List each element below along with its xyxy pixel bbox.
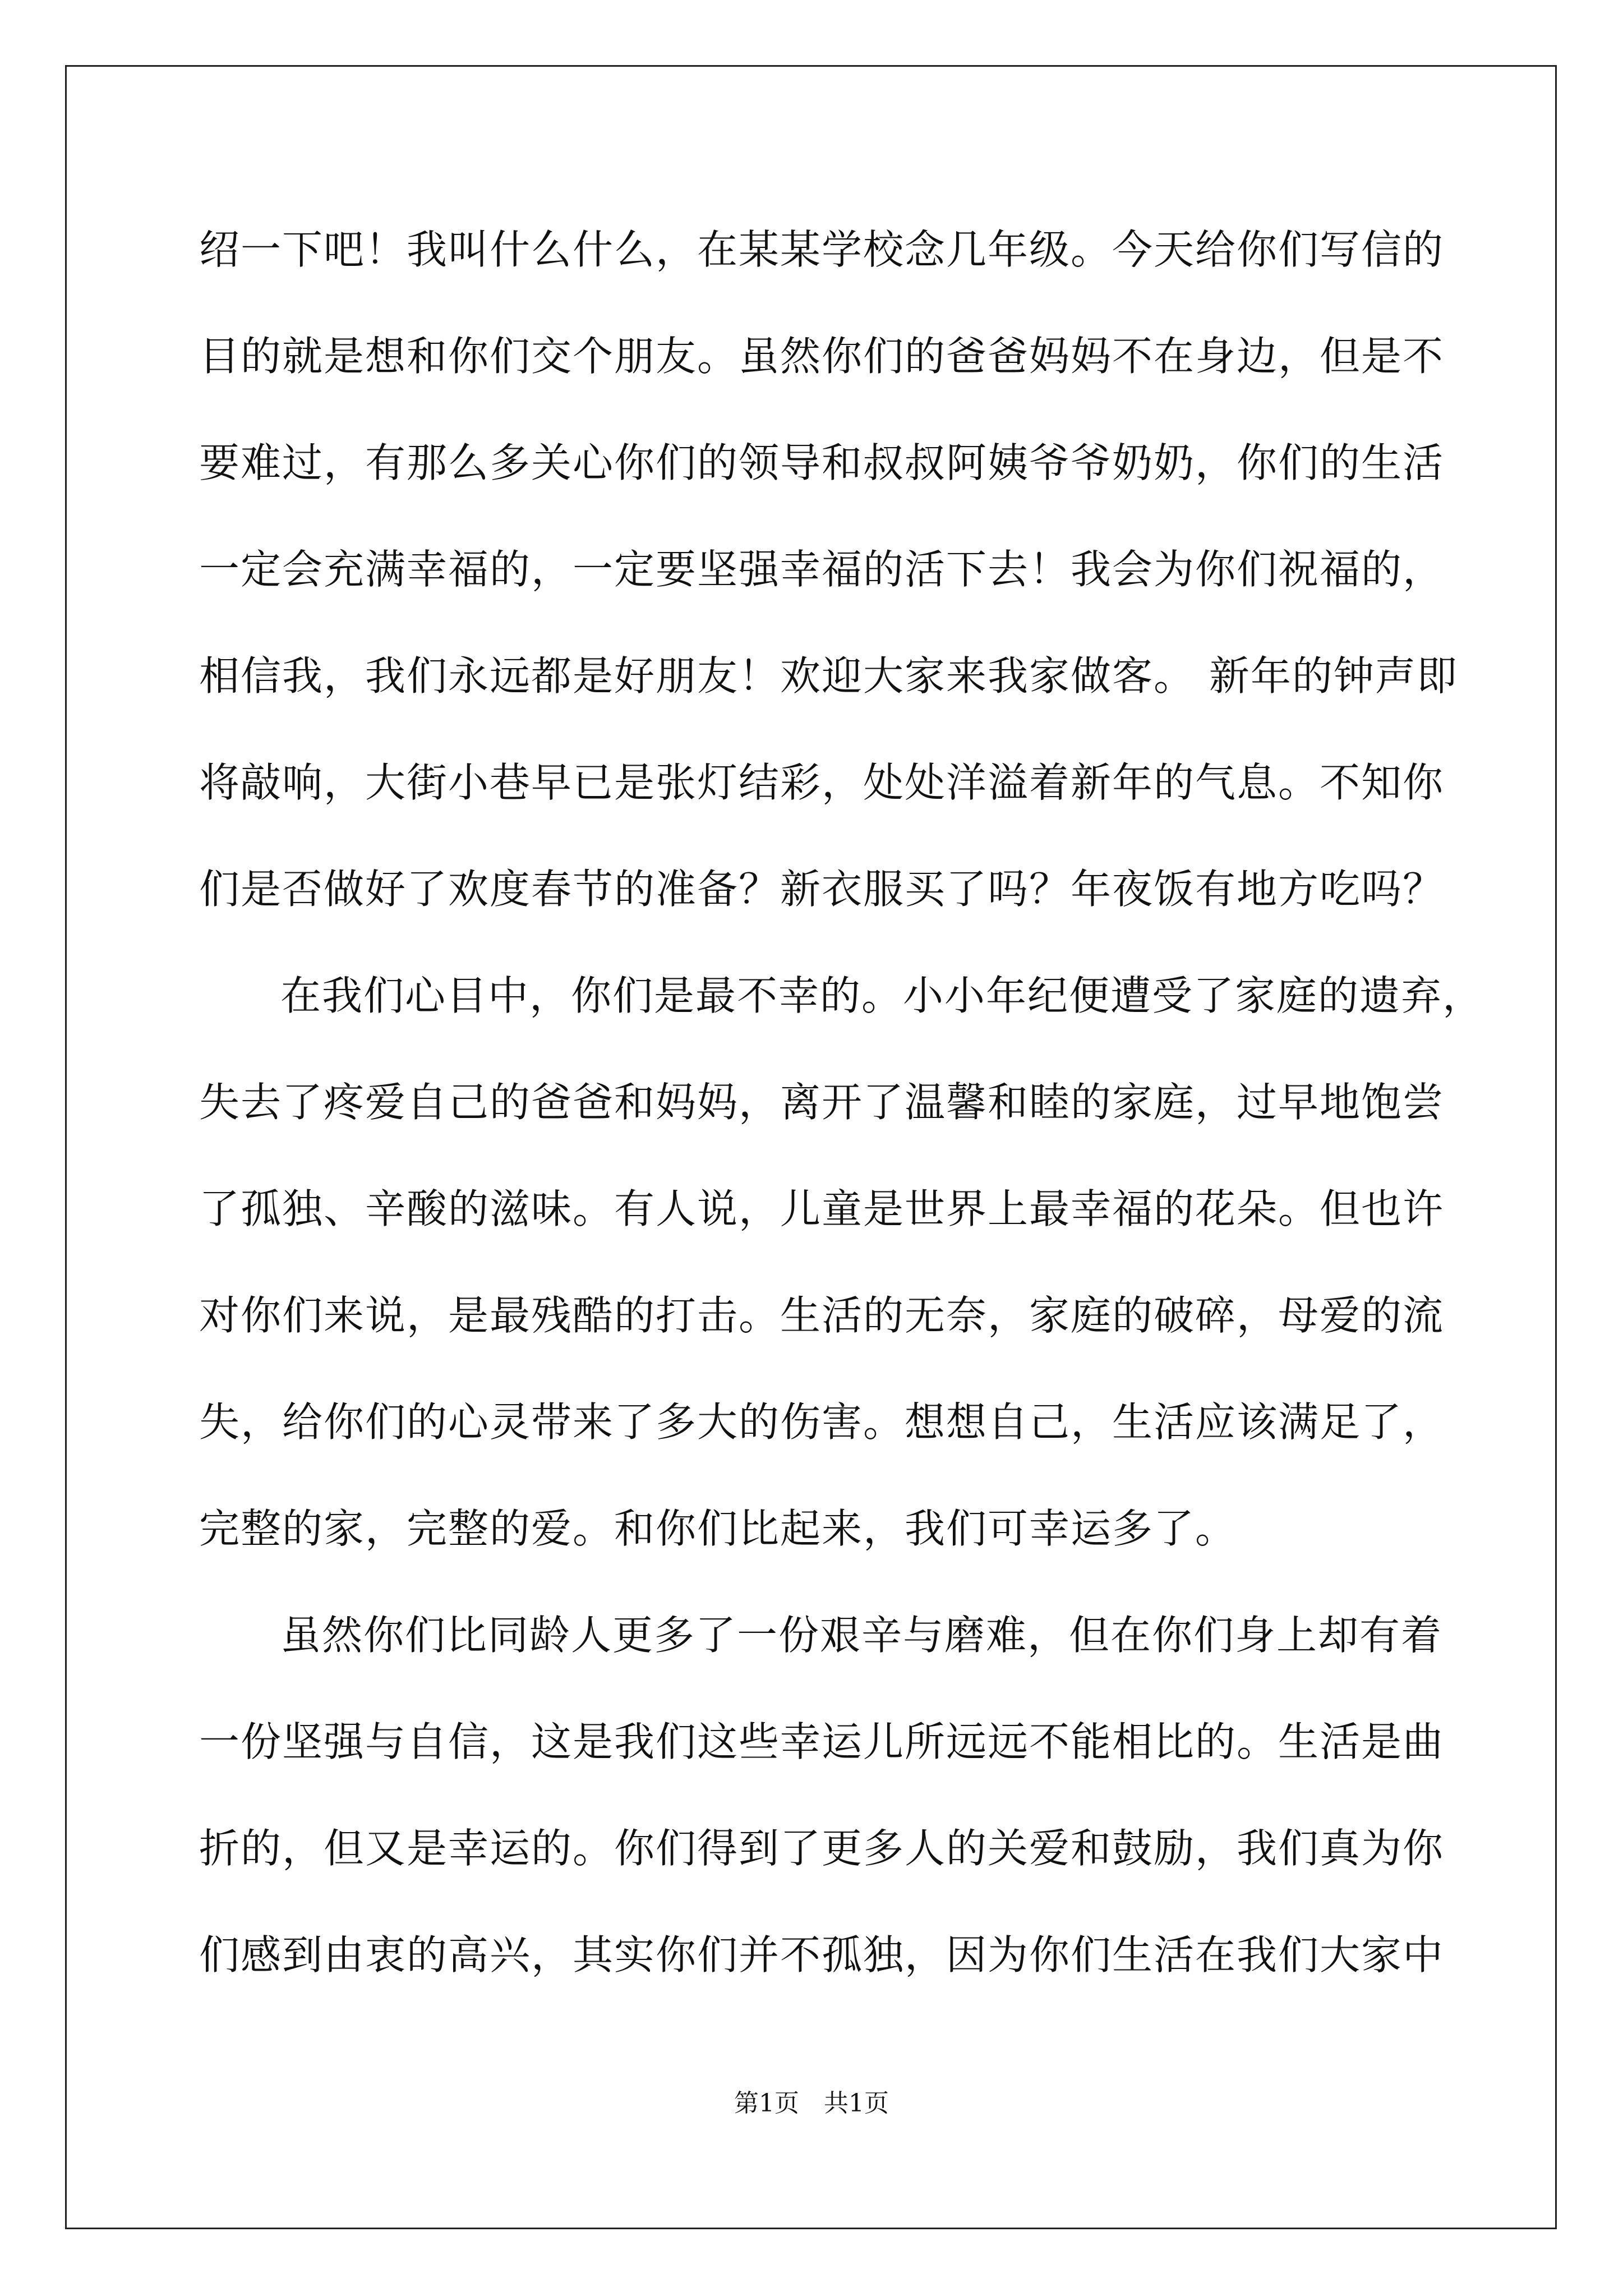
text-line: 将敲响，大街小巷早已是张灯结彩，处处洋溢着新年的气息。不知你 (199, 759, 1445, 806)
text-line: 相信我，我们永远都是好朋友！欢迎大家来我家做客。 新年的钟声即 (199, 652, 1458, 700)
text-line: 失，给你们的心灵带来了多大的伤害。想想自己，生活应该满足了， (199, 1398, 1445, 1446)
text-line: 了孤独、辛酸的滋味。有人说，儿童是世界上最幸福的花朵。但也许 (199, 1185, 1445, 1232)
text-line: 们是否做好了欢度春节的准备？新衣服买了吗？年夜饭有地方吃吗？ (199, 866, 1445, 913)
text-line: 目的就是想和你们交个朋友。虽然你们的爸爸妈妈不在身边，但是不 (199, 333, 1445, 380)
paragraph-first-line: 在我们心目中，你们是最不幸的。小小年纪便遭受了家庭的遗弃， (280, 972, 1484, 1019)
page-number-footer: 第1页 共1页 (734, 2089, 889, 2118)
text-line: 一份坚强与自信，这是我们这些幸运儿所远远不能相比的。生活是曲 (199, 1718, 1445, 1765)
document-body (199, 219, 1484, 2031)
text-line: 失去了疼爱自己的爸爸和妈妈，离开了温馨和睦的家庭，过早地饱尝 (199, 1079, 1445, 1126)
text-line: 一定会充满幸福的，一定要坚强幸福的活下去！我会为你们祝福的， (199, 546, 1445, 593)
text-line: 绍一下吧！我叫什么什么，在某某学校念几年级。今天给你们写信的 (199, 226, 1445, 273)
text-line: 们感到由衷的高兴，其实你们并不孤独，因为你们生活在我们大家中 (199, 1931, 1445, 1978)
text-line: 完整的家，完整的爱。和你们比起来，我们可幸运多了。 (199, 1505, 1237, 1552)
text-line: 要难过，有那么多关心你们的领导和叔叔阿姨爷爷奶奶，你们的生活 (199, 439, 1445, 486)
text-line: 折的，但又是幸运的。你们得到了更多人的关爱和鼓励，我们真为你 (199, 1825, 1445, 1872)
text-line: 对你们来说，是最残酷的打击。生活的无奈，家庭的破碎，母爱的流 (199, 1292, 1445, 1339)
paragraph-first-line: 虽然你们比同龄人更多了一份艰辛与磨难，但在你们身上却有着 (280, 1612, 1443, 1659)
